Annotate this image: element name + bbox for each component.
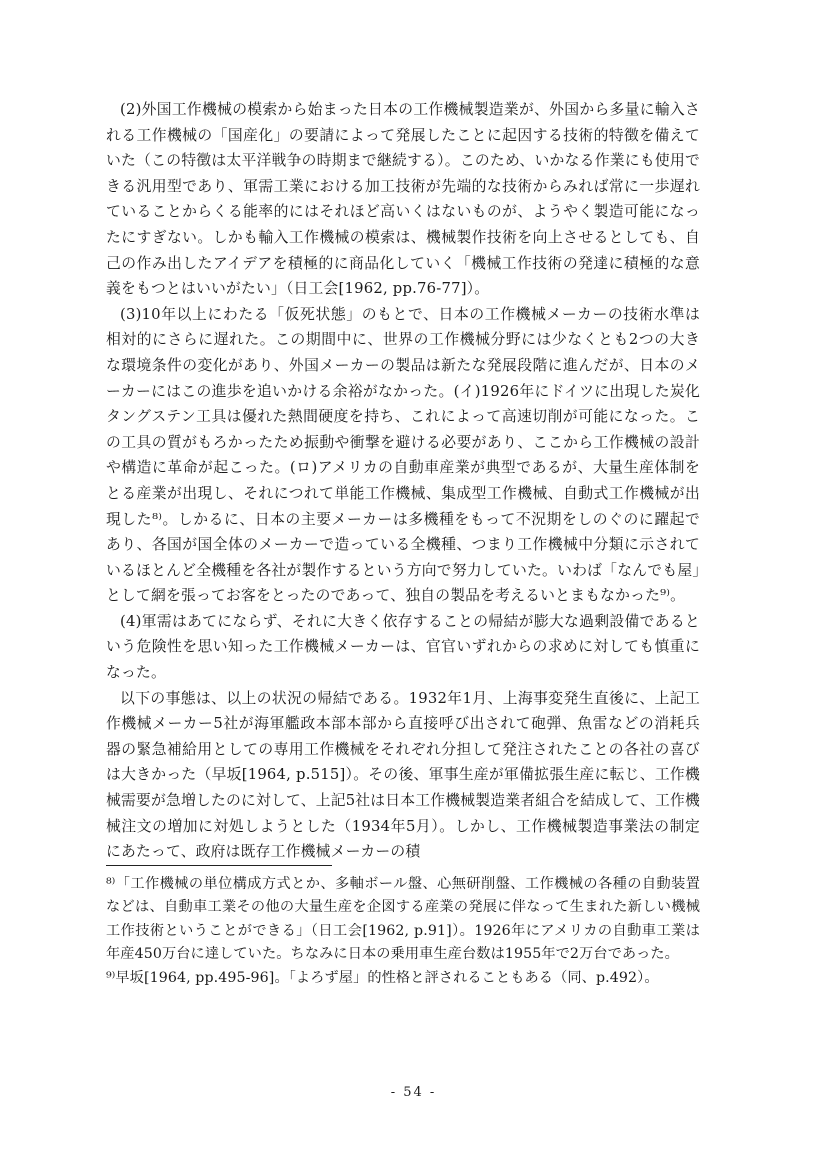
footnote-8: ⁸⁾「工作機械の単位構成方式とか、多軸ボール盤、心無研削盤、工作機械の各種の自動装置などは、自動車工業その他の大量生産を企図する産業の発展に伴なって生まれた新しい機械工作技術ということができる」（日工会[1962, p.91]）。1926年にアメリカの自動車工業は年産450万台に達していた。ちなみに日本の乗用車生産台数は1955年で2万台であった。 xyxy=(106,876,700,963)
footnote-9: ⁹⁾早坂[1964, pp.495-96]。「よろず屋」的性格と評されることもある（同、p.492）。 xyxy=(106,969,659,986)
paragraph-2: (2)外国工作機械の模索から始まった日本の工作機械製造業が、外国から多量に輸入される工作機械の「国産化」の要請によって発展したことに起因する技術的特徴を備えていた（この特徴は太平洋戦争の時期まで継続する）。このため、いかなる作業にも使用できる汎用型であり、軍需工業における加工技術が先端的な技術からみれば常に一歩遅れていることからくる能率的にはそれほど高いくはないものが、ようやく製造可能になったにすぎない。しかも輸入工作機械の模索は、機械製作技術を向上させるとしても、自己の作み出したアイデアを積極的に商品化していく「機械工作技術の発達に積極的な意義をもつとはいいがたい」（日工会[1962, pp.76-77]）。 xyxy=(106,101,700,298)
paragraph-3: (3)10年以上にわたる「仮死状態」のもとで、日本の工作機械メーカーの技術水準は相対的にさらに遅れた。この期間中に、世界の工作機械分野には少なくとも2つの大きな環境条件の変化があり、外国メーカーの製品は新たな発展段階に進んだが、日本のメーカーにはこの進歩を追いかける余裕がなかった。(イ)1926年にドイツに出現した炭化タングステン工具は優れた熱間硬度を持ち、これによって高速切削が可能になった。この工具の質がもろかったため振動や衝撃を避ける必要があり、ここから工作機械の設計や構造に革命が起こった。(ロ)アメリカの自動車産業が典型であるが、大量生産体制をとる産業が出現し、それにつれて単能工作機械、集成型工作機械、自動式工作機械が出現した⁸⁾。しかるに、日本の主要メーカーは多機種をもって不況期をしのぐのに躍起であり、各国が国全体のメーカーで造っている全機種、つまり工作機械中分類に示されているほとんど全機種を各社が製作するという方向で努力していた。いわば「なんでも屋」として網を張ってお客をとったのであって、独自の製品を考えるいとまもなかった⁹⁾。 xyxy=(106,305,700,605)
footnote-divider xyxy=(106,865,332,866)
page-number: - 54 - xyxy=(390,1085,437,1100)
paragraph-conclusion: 以下の事態は、以上の状況の帰結である。1932年1月、上海事変発生直後に、上記工作機械メーカー5社が海軍艦政本部本部から直接呼び出されて砲弾、魚雷などの消耗兵器の緊急補給用としての専用工作機械をそれぞれ分担して発注されたことの各社の喜びは大きかった（早坂[1964, p.515]）。その後、軍事生産が軍備拡張生産に転じ、工作機械需要が急増したのに対して、上記5社は日本工作機械製造業者組合を結成して、工作機械注文の増加に対処しようとした（1934年5月）。しかし、工作機械製造事業法の制定にあたって、政府は既存工作機械メーカーの積 xyxy=(106,689,700,861)
footnotes xyxy=(106,873,700,990)
paragraph-4: (4)軍需はあてにならず、それに大きく依存することの帰結が膨大な過剰設備であるという危険性を思い知った工作機械メーカーは、官官いずれからの求めに対しても慎重になった。 xyxy=(106,612,700,682)
body-text xyxy=(106,97,700,865)
